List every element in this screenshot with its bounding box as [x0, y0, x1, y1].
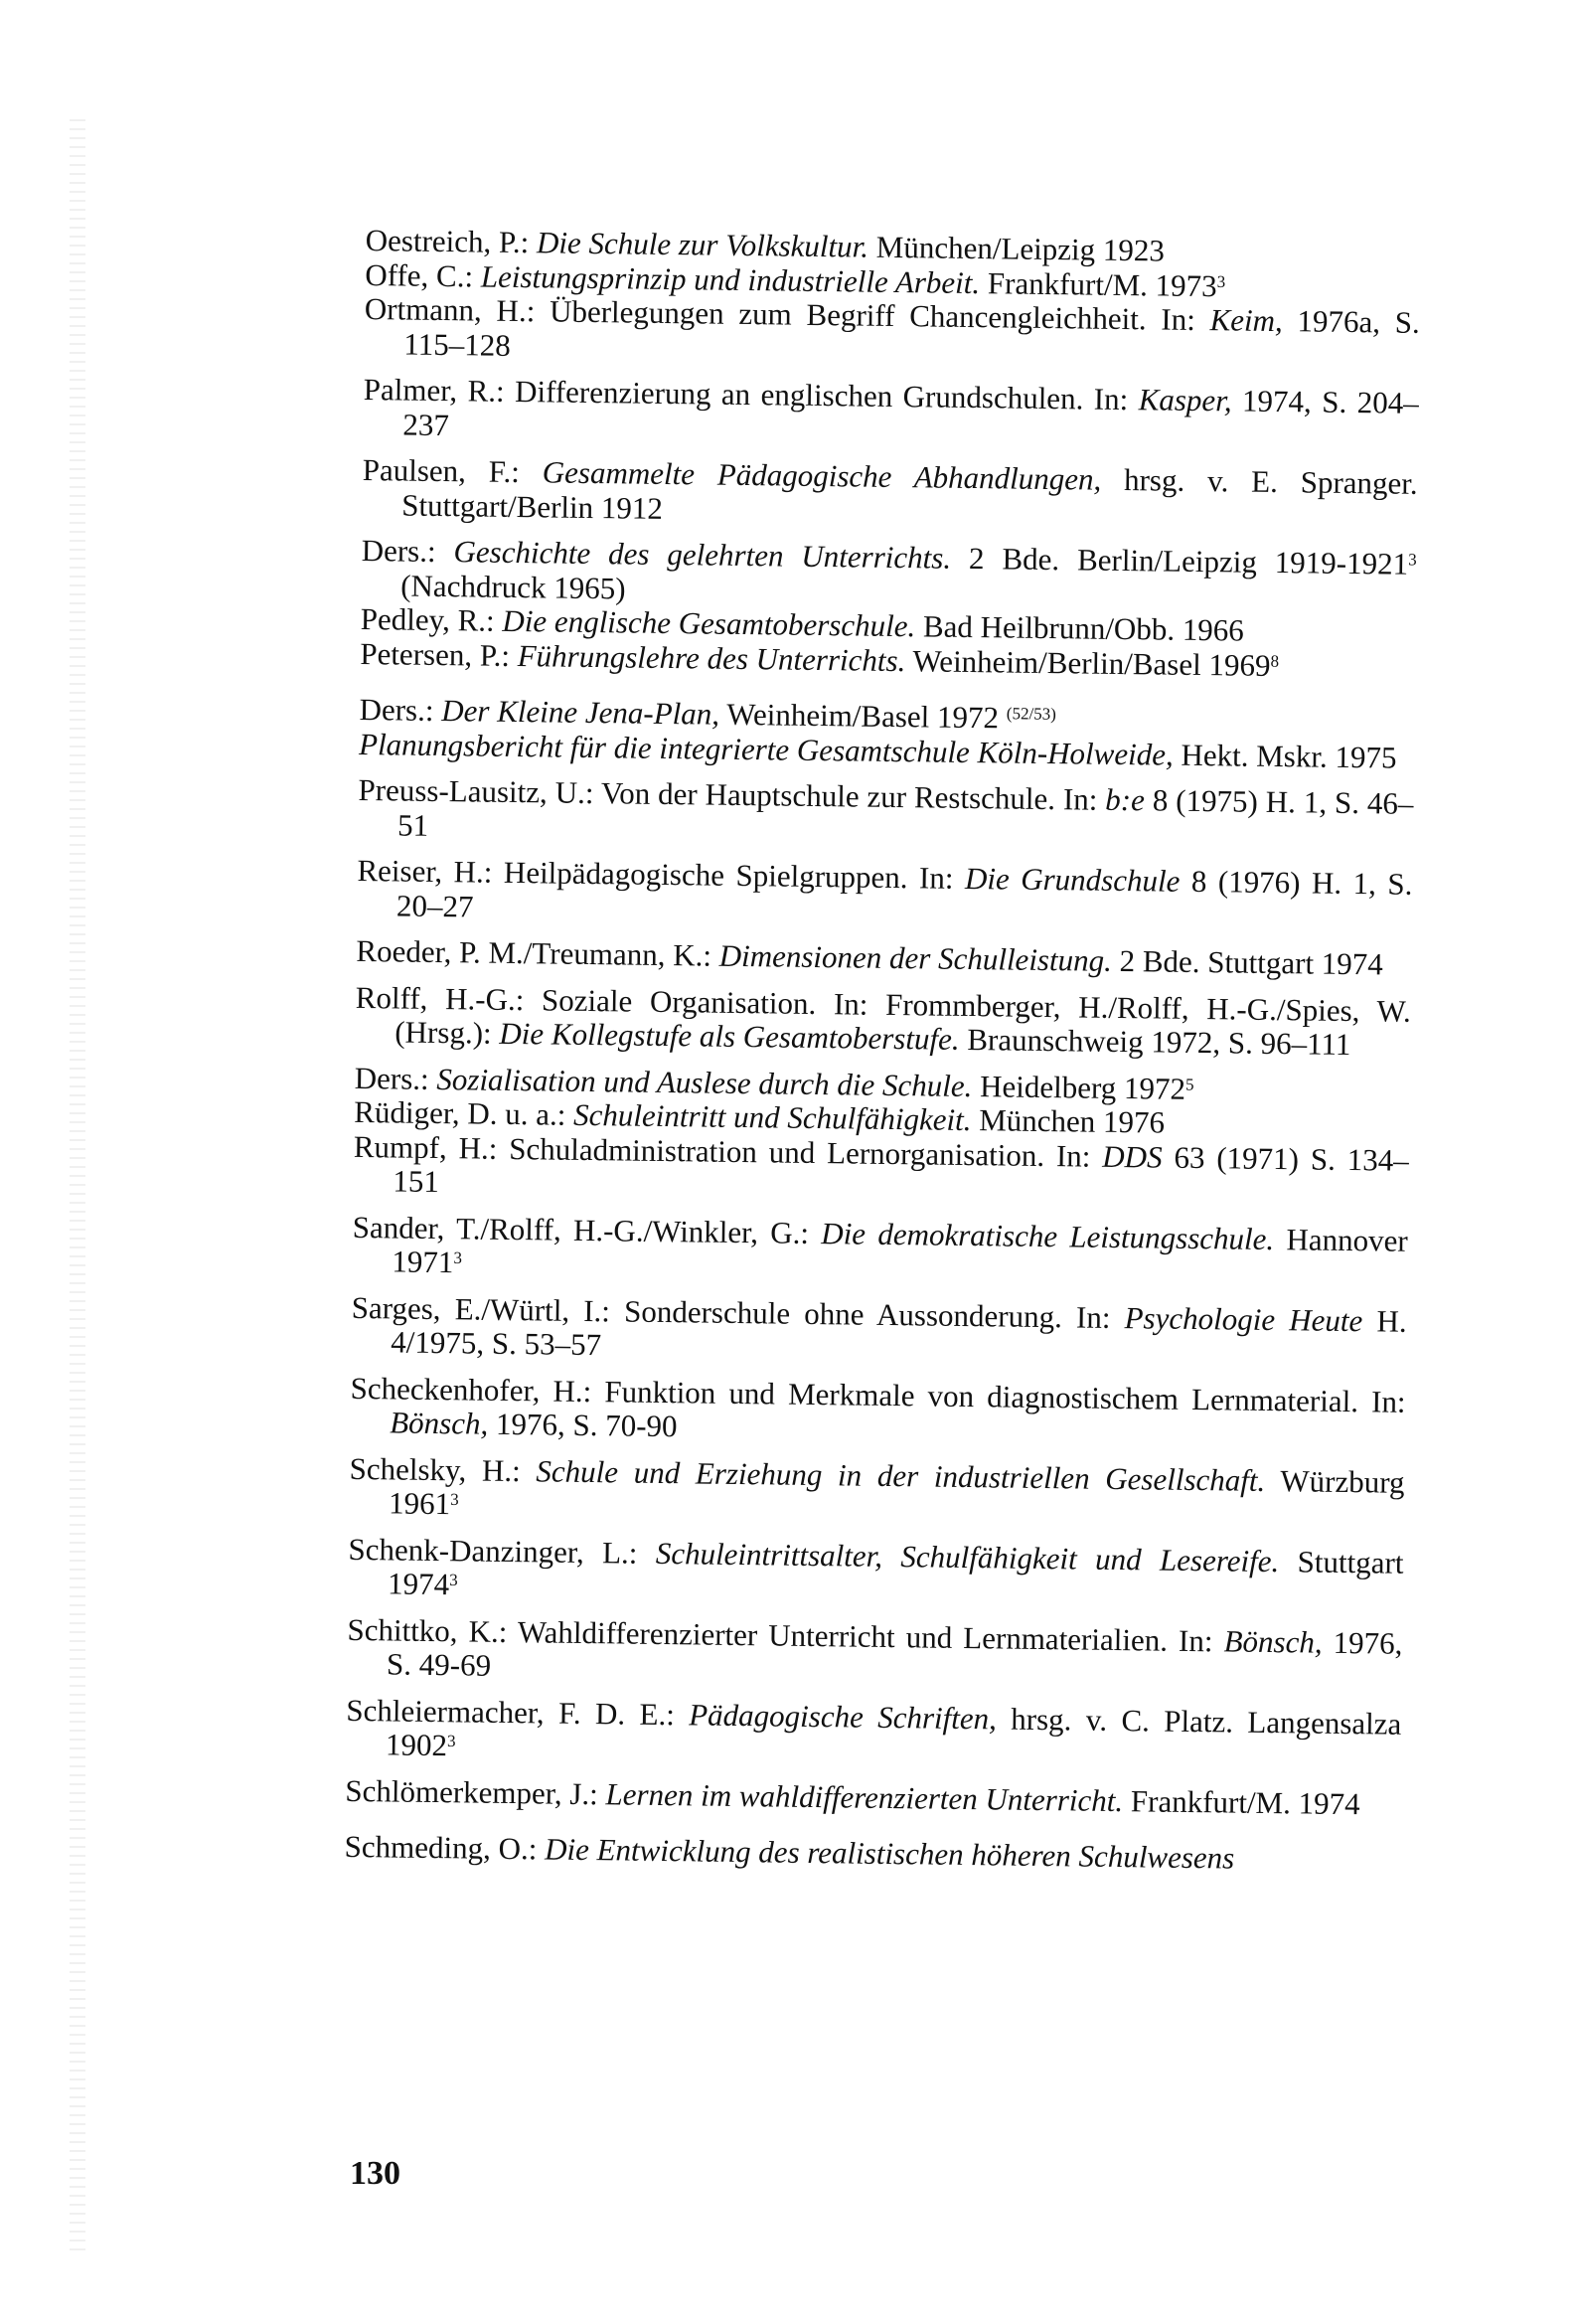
- bibliography-entry: Sander, T./Rolff, H.-G./Winkler, G.: Die demokratische Leistungsschule. Hannover 1971$^3$: [352, 1209, 1408, 1280]
- page-number: 130: [350, 2155, 400, 2192]
- bibliography-entry: Offe, C.: Leistungsprinzip und industrielle Arbeit. Frankfurt/M. 1973$^3$: [365, 256, 1226, 303]
- bibliography-entry: Ders.: Geschichte des gelehrten Unterrichts. 2 Bde. Berlin/Leipzig 1919-1921$^3$ (Nachdruck 1965): [361, 532, 1417, 605]
- bibliography-entry: Paulsen, F.: Gesammelte Pädagogische Abhandlungen, hrsg. v. E. Spranger. Stuttgart/Berlin 1912: [362, 451, 1418, 526]
- bibliography-entry: Schelsky, H.: Schule und Erziehung in der industriellen Gesellschaft. Würzburg 1961$^3$: [349, 1450, 1405, 1522]
- bibliography-entry: Ders.: Sozialisation und Auslese durch die Schule. Heidelberg 1972$^5$: [354, 1060, 1194, 1106]
- bibliography-entry: Schleiermacher, F. D. E.: Pädagogische Schriften, hrsg. v. C. Platz. Langensalza 1902$^3$: [346, 1692, 1402, 1763]
- bibliography-entry: Palmer, R.: Differenzierung an englischen Grundschulen. In: Kasper, 1974, S. 204–237: [363, 371, 1419, 442]
- bibliography-list: [344, 224, 1421, 1878]
- bibliography-entry: Rolff, H.-G.: Soziale Organisation. In: Frommberger, H./Rolff, H.-G./Spies, W. (Hrsg.): Die Kollegstufe als Gesamtoberstufe. Braunschweig 1972, S. 96–111: [355, 979, 1411, 1063]
- bibliography-entry: Schittko, K.: Wahldifferenzierter Unterricht und Lernmaterialien. In: Bönsch, 1976, S. 49-69: [347, 1611, 1403, 1683]
- bibliography-entry: Roeder, P. M./Treumann, K.: Dimensionen der Schulleistung. 2 Bde. Stuttgart 1974: [356, 932, 1384, 982]
- bibliography-entry: Rumpf, H.: Schuladministration und Lernorganisation. In: DDS 63 (1971) S. 134–151: [353, 1128, 1409, 1200]
- bibliography-entry: Rüdiger, D. u. a.: Schuleintritt und Schulfähigkeit. München 1976: [354, 1093, 1166, 1140]
- bibliography-entry: Schenk-Danzinger, L.: Schuleintrittsalter, Schulfähigkeit und Lesereife. Stuttgart 1974$^3$: [348, 1531, 1404, 1602]
- scanned-page-edge: [70, 119, 85, 2256]
- bibliography-entry: Ders.: Der Kleine Jena-Plan, Weinheim/Basel 1972 $^{(52/53)}$: [359, 691, 1057, 736]
- bibliography-entry: Scheckenhofer, H.: Funktion und Merkmale von diagnostischem Lernmaterial. In: Bönsch, 1976, S. 70-90: [350, 1370, 1406, 1444]
- bibliography-entry: Oestreich, P.: Die Schule zur Volkskultur. München/Leipzig 1923: [365, 223, 1166, 268]
- bibliography-entry: Sarges, E./Würtl, I.: Sonderschule ohne Aussonderung. In: Psychologie Heute H. 4/1975, S. 53–57: [351, 1289, 1407, 1363]
- bibliography-entry: Ortmann, H.: Überlegungen zum Begriff Chancengleichheit. In: Keim, 1976a, S. 115–128: [364, 290, 1421, 363]
- bibliography-entry: Pedley, R.: Die englische Gesamtoberschule. Bad Heilbrunn/Obb. 1966: [360, 600, 1245, 648]
- bibliography-entry: Schmeding, O.: Die Entwicklung des realistischen höheren Schulwesens: [344, 1828, 1235, 1876]
- bibliography-entry: Planungsbericht für die integrierte Gesamtschule Köln-Holweide, Hekt. Mskr. 1975: [358, 726, 1397, 775]
- bibliography-entry: Petersen, P.: Führungslehre des Unterrichts. Weinheim/Berlin/Basel 1969$^8$: [360, 635, 1280, 683]
- bibliography-entry: Reiser, H.: Heilpädagogische Spielgruppen. In: Die Grundschule 8 (1976) H. 1, S. 20–27: [357, 852, 1413, 923]
- bibliography-entry: Preuss-Lausitz, U.: Von der Hauptschule zur Restschule. In: b:e 8 (1975) H. 1, S. 46–51: [358, 771, 1414, 843]
- bibliography-entry: Schlömerkemper, J.: Lernen im wahldifferenzierten Unterricht. Frankfurt/M. 1974: [345, 1772, 1360, 1821]
